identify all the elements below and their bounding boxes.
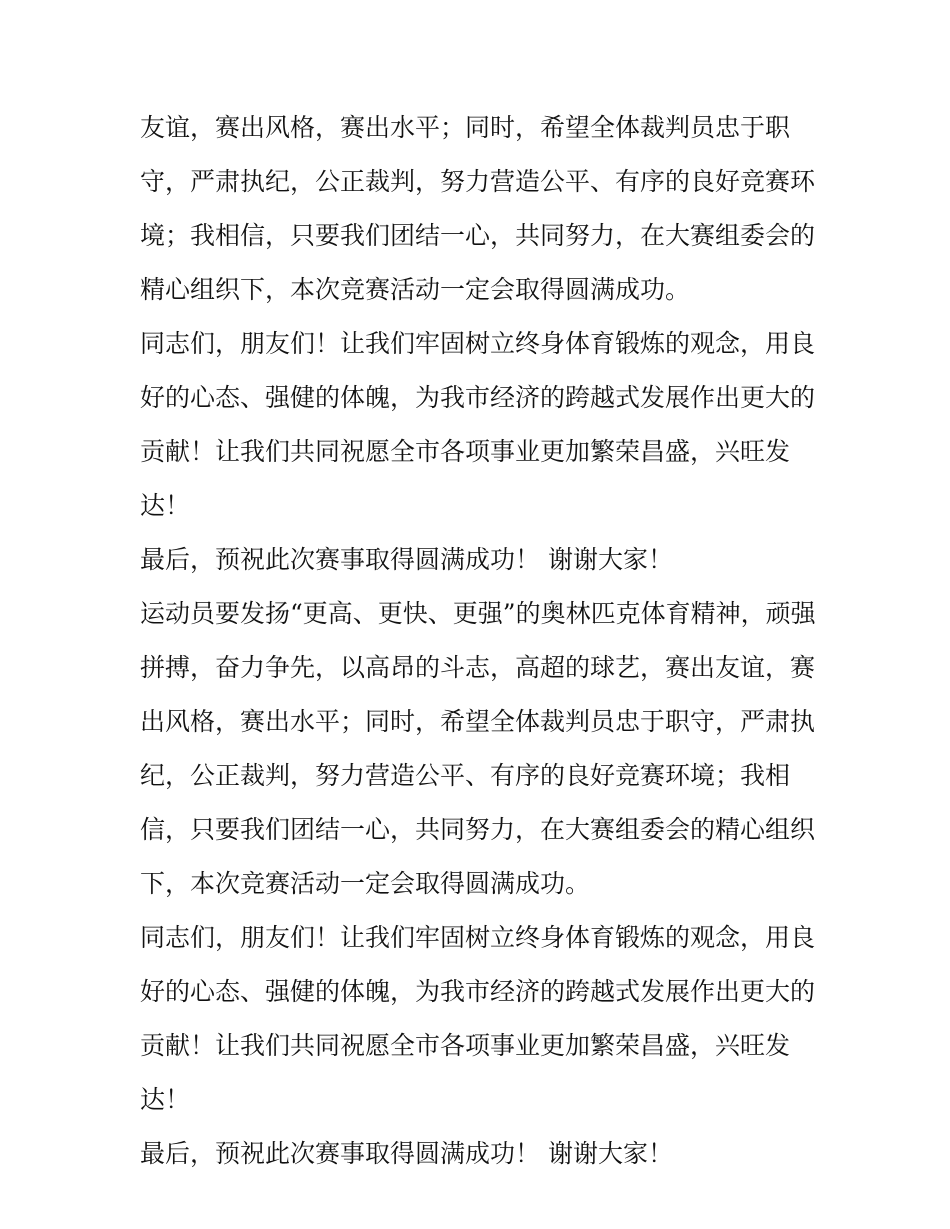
text-line: 拼搏，奋力争先，以高昂的斗志，高超的球艺，赛出友谊，赛 — [140, 653, 816, 682]
text-line: 最后，预祝此次赛事取得圆满成功！ 谢谢大家！ — [140, 1139, 673, 1168]
text-line: 精心组织下，本次竞赛活动一定会取得圆满成功。 — [140, 275, 691, 304]
text-line: 最后，预祝此次赛事取得圆满成功！ 谢谢大家！ — [140, 545, 673, 574]
text-line: 贡献！让我们共同祝愿全市各项事业更加繁荣昌盛，兴旺发 — [140, 437, 791, 466]
text-line: 友谊，赛出风格，赛出水平；同时，希望全体裁判员忠于职 — [140, 113, 791, 142]
text-line: 贡献！让我们共同祝愿全市各项事业更加繁荣昌盛，兴旺发 — [140, 1031, 791, 1060]
text-line: 同志们，朋友们！让我们牢固树立终身体育锻炼的观念，用良 — [140, 923, 816, 952]
text-line: 信，只要我们团结一心，共同努力，在大赛组委会的精心组织 — [140, 815, 816, 844]
text-line: 运动员要发扬“更高、更快、更强”的奥林匹克体育精神，顽强 — [140, 599, 816, 628]
text-line: 境；我相信，只要我们团结一心，共同努力，在大赛组委会的 — [140, 221, 816, 250]
text-line: 守，严肃执纪，公正裁判，努力营造公平、有序的良好竞赛环 — [140, 167, 816, 196]
text-line: 下，本次竞赛活动一定会取得圆满成功。 — [140, 869, 591, 898]
text-line: 达！ — [140, 1085, 191, 1114]
text-line: 达！ — [140, 491, 191, 520]
text-line: 好的心态、强健的体魄，为我市经济的跨越式发展作出更大的 — [140, 977, 816, 1006]
text-line: 好的心态、强健的体魄，为我市经济的跨越式发展作出更大的 — [140, 383, 816, 412]
text-line: 同志们，朋友们！让我们牢固树立终身体育锻炼的观念，用良 — [140, 329, 816, 358]
document-body — [140, 101, 820, 1181]
text-line: 纪，公正裁判，努力营造公平、有序的良好竞赛环境；我相 — [140, 761, 791, 790]
text-line: 出风格，赛出水平；同时，希望全体裁判员忠于职守，严肃执 — [140, 707, 816, 736]
